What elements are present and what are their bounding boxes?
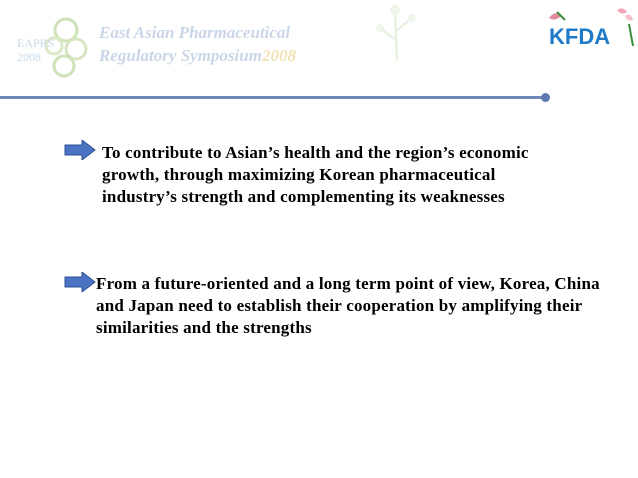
bullet-text-1: To contribute to Asian’s health and the region’s economic growth, through maximizing Korean pharmaceutical industry’s strength and complementing its weaknesses <box>102 143 529 206</box>
symposium-title-line2: Regulatory Symposium2008 <box>99 46 296 65</box>
header-divider <box>0 96 548 99</box>
symposium-year: 2008 <box>261 46 296 65</box>
bullet-arrow-icon <box>64 272 96 292</box>
bullet-arrow-icon <box>64 140 96 160</box>
symposium-title-line1: East Asian Pharmaceutical <box>99 23 291 42</box>
bullet-text-2: From a future-oriented and a long term point of view, Korea, China and Japan need to establish their cooperation by amplifying their similarities and the strengths <box>96 274 600 337</box>
symposium-title <box>99 21 296 67</box>
kfda-logo-icon <box>545 6 635 50</box>
flower-decoration-icon <box>360 0 430 64</box>
slide-header <box>0 0 638 100</box>
header-divider-dot <box>541 93 550 102</box>
eaprs-logo-text: EAPRS 2008 <box>17 36 55 64</box>
kfda-logo-text: KFDA <box>549 24 611 49</box>
